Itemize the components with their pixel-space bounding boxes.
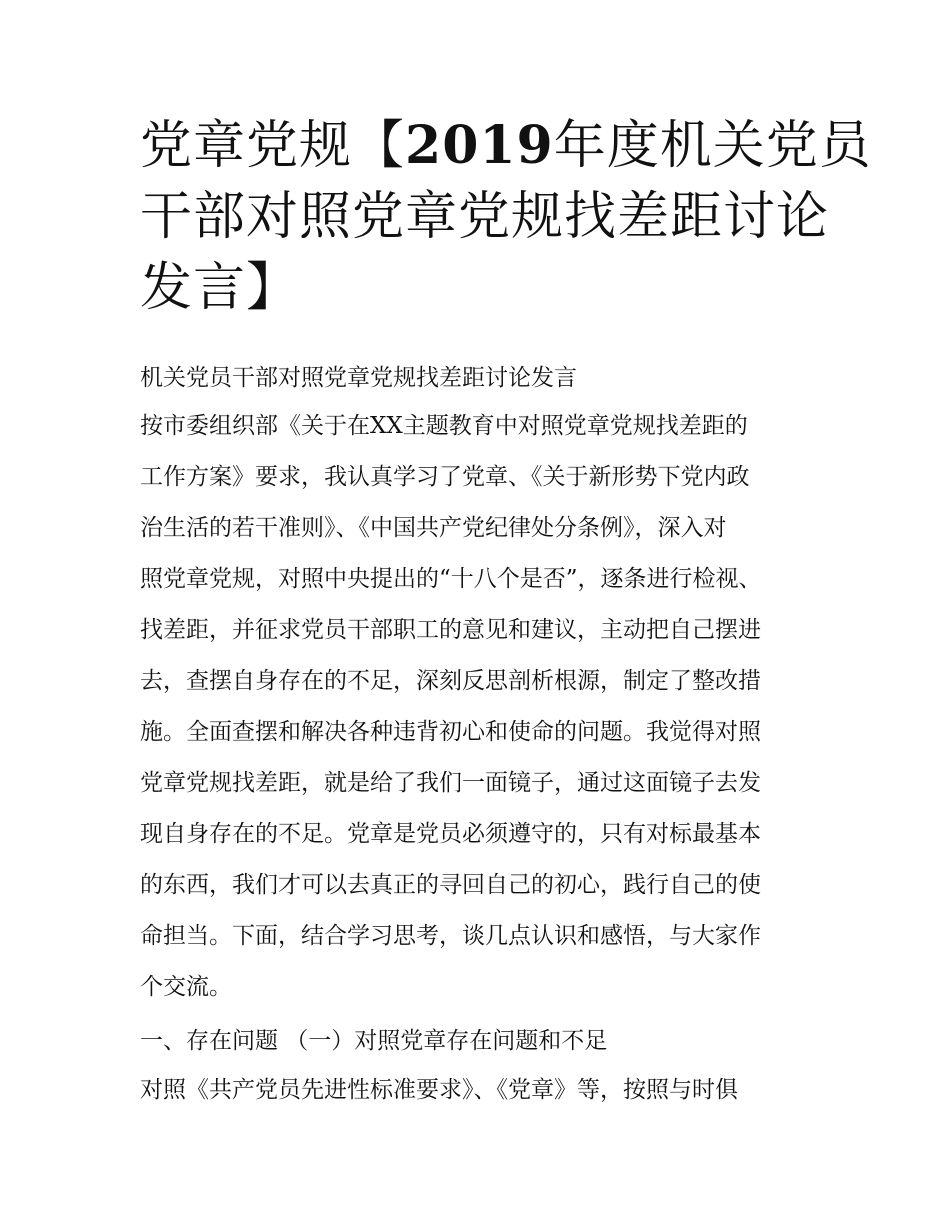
paragraph-line: 去，查摆自身存在的不足，深刻反思剖析根源，制定了整改措 bbox=[140, 668, 761, 694]
title-line bbox=[140, 110, 872, 182]
document-subtitle: 机关党员干部对照党章党规找差距讨论发言 bbox=[140, 365, 577, 391]
paragraph-line: 工作方案》要求，我认真学习了党章、《关于新形势下党内政 bbox=[140, 464, 750, 490]
title-text: 年度机关党员 bbox=[553, 116, 872, 176]
paragraph-line: 个交流。 bbox=[140, 974, 232, 1000]
paragraph-line: 党章党规找差距，就是给了我们一面镜子，通过这面镜子去发 bbox=[140, 770, 761, 796]
title-text: 干部对照党章党规找差距讨论 bbox=[140, 187, 830, 247]
paragraph-line: 的东西，我们才可以去真正的寻回自己的初心，践行自己的使 bbox=[140, 872, 761, 898]
section-heading: 一、存在问题 （一）对照党章存在问题和不足 bbox=[140, 1028, 608, 1054]
paragraph-line: 按市委组织部《关于在XX主题教育中对照党章党规找差距的 bbox=[140, 413, 748, 439]
body-paragraph bbox=[140, 408, 820, 1020]
paragraph-line: 治生活的若干准则》、《中国共产党纪律处分条例》，深入对 bbox=[140, 515, 727, 541]
title-text: 党章党规【 bbox=[140, 116, 406, 176]
paragraph-line: 对照《共产党员先进性标准要求》、《党章》等，按照与时俱 bbox=[140, 1077, 738, 1103]
title-year: 2019 bbox=[405, 115, 554, 176]
paragraph-line: 现自身存在的不足。党章是党员必须遵守的，只有对标最基本 bbox=[140, 821, 761, 847]
body-paragraph-2 bbox=[140, 1072, 820, 1123]
title-text: 发言】 bbox=[140, 258, 300, 318]
title-line bbox=[140, 182, 830, 253]
paragraph-line: 照党章党规，对照中央提出的“十八个是否”，逐条进行检视、 bbox=[140, 566, 762, 592]
paragraph-line: 施。全面查摆和解决各种违背初心和使命的问题。我觉得对照 bbox=[140, 719, 761, 745]
paragraph-line: 命担当。下面，结合学习思考，谈几点认识和感悟，与大家作 bbox=[140, 923, 761, 949]
document-title bbox=[140, 110, 872, 324]
title-line bbox=[140, 253, 830, 324]
paragraph-line: 找差距，并征求党员干部职工的意见和建议，主动把自己摆进 bbox=[140, 617, 761, 643]
